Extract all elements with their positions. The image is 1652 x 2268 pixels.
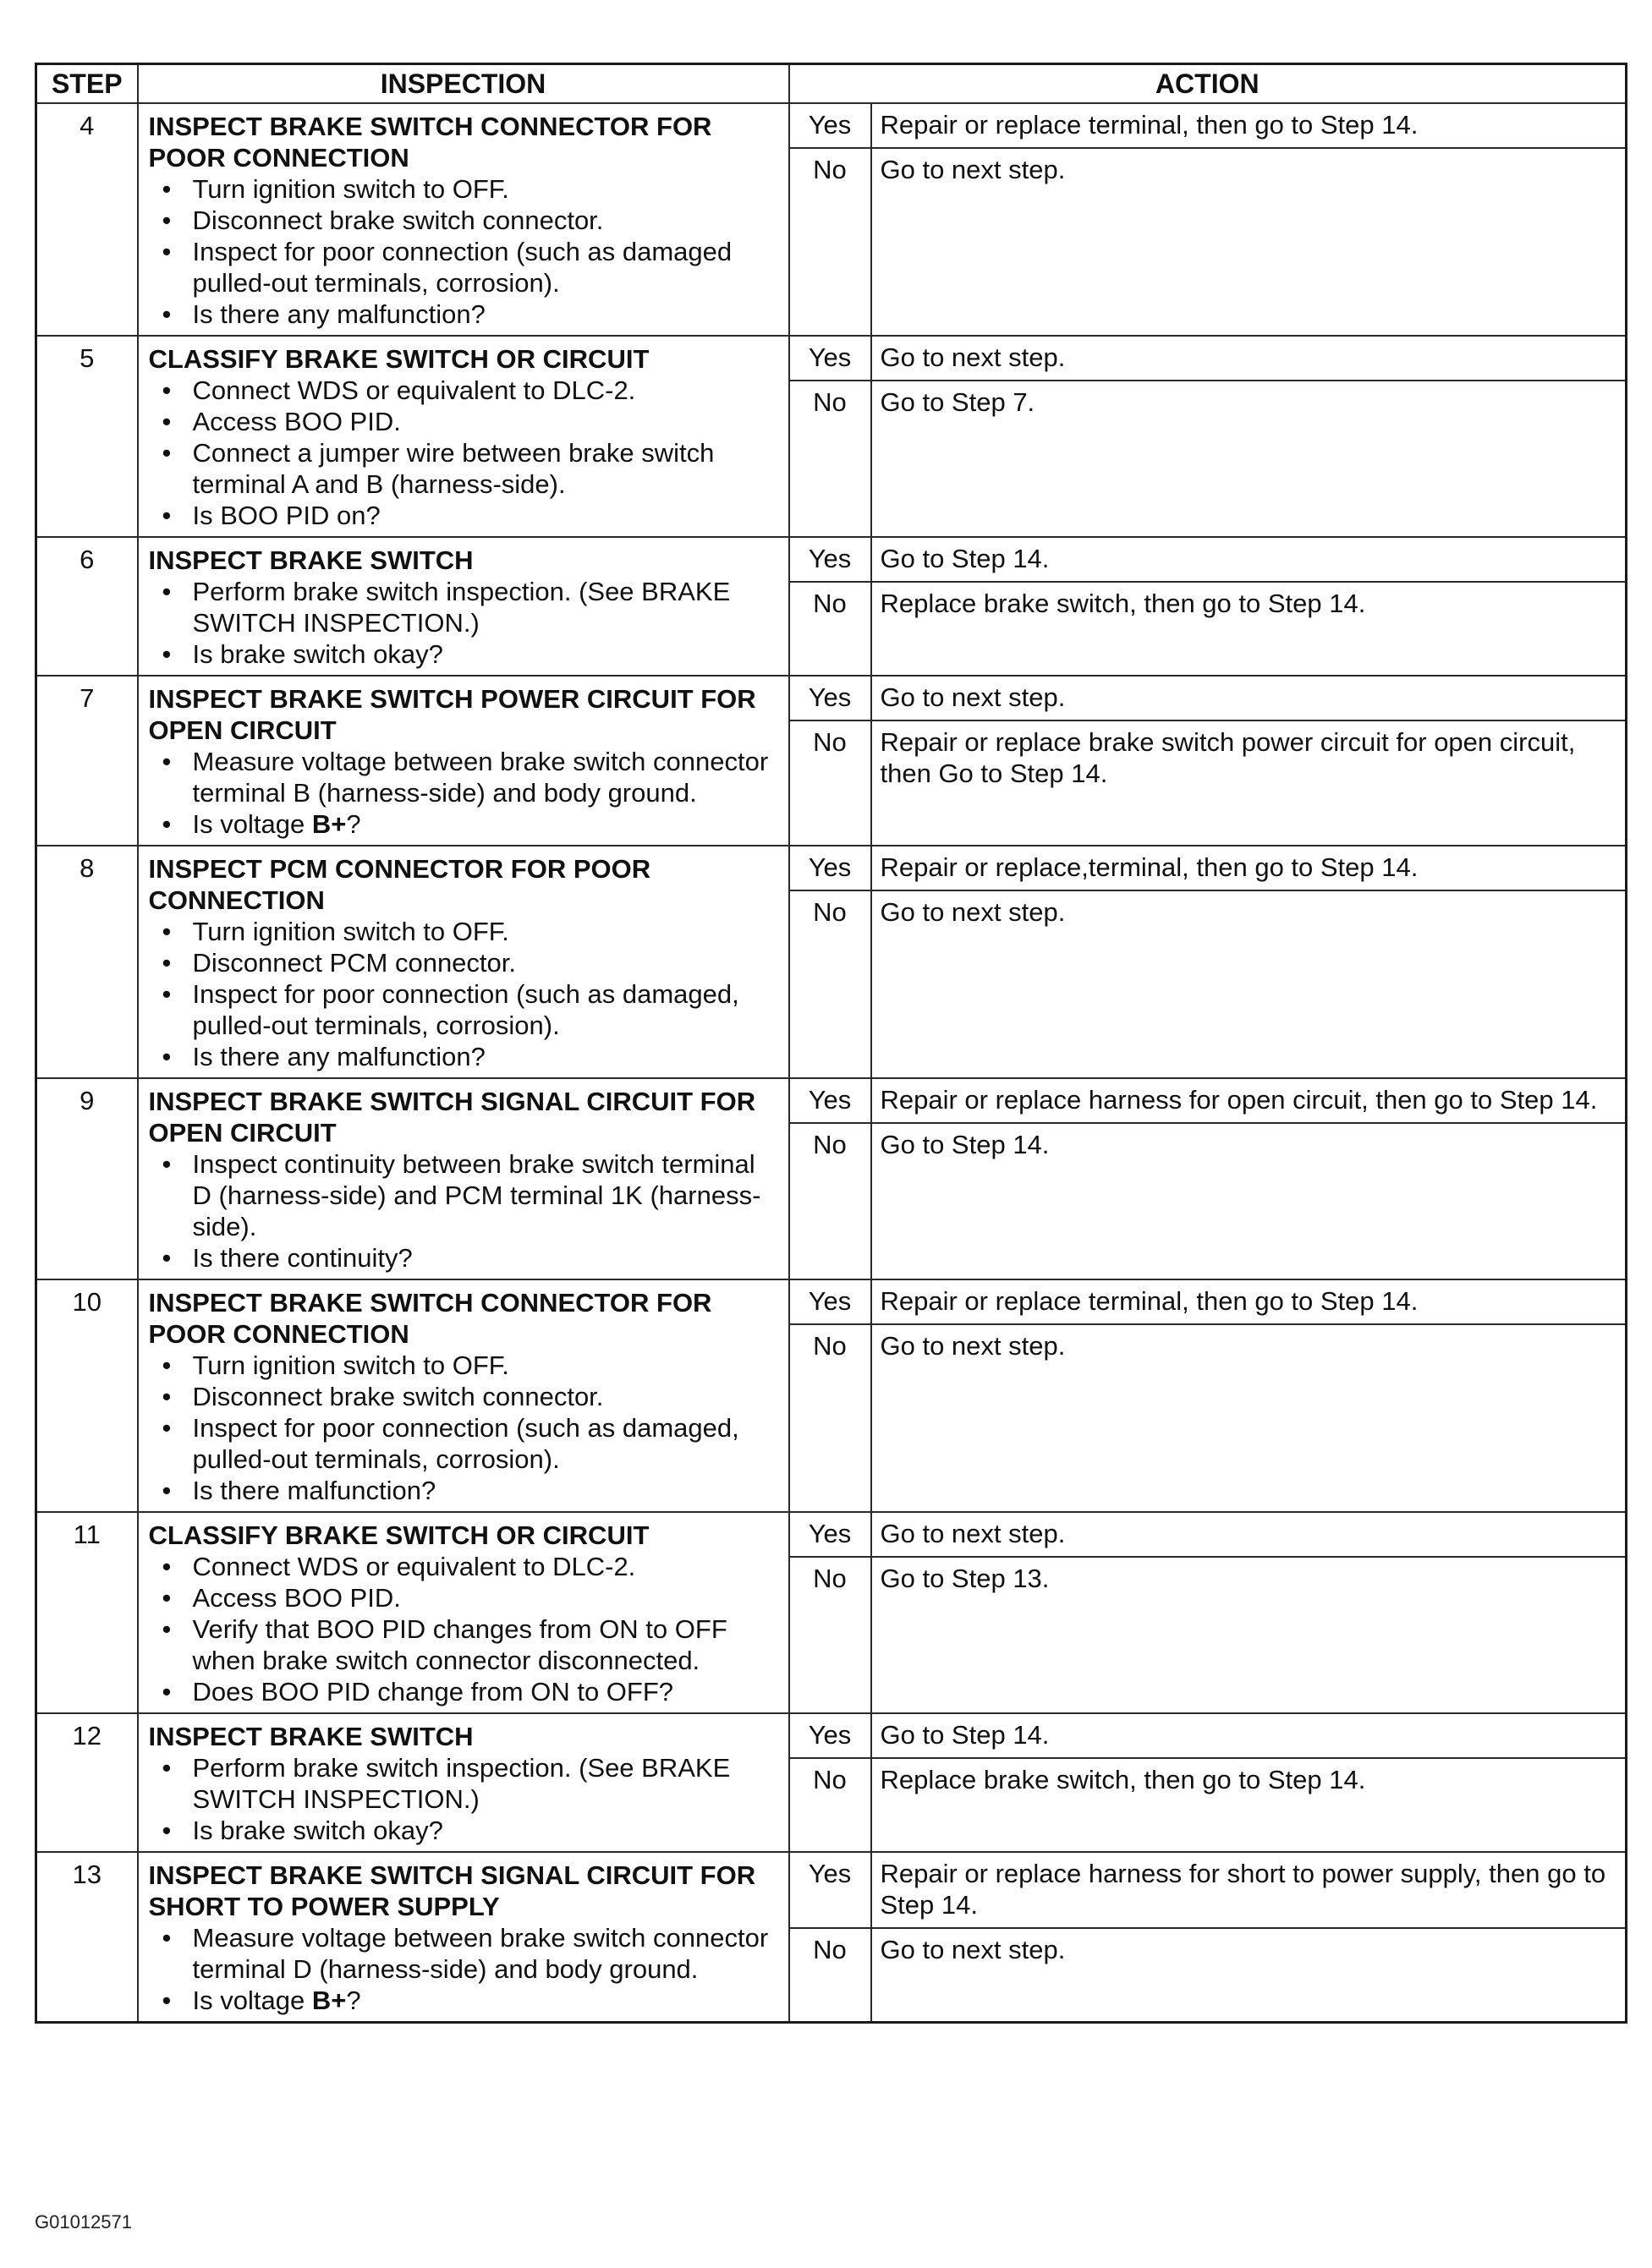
no-label: No [813,1331,847,1361]
inspection-bullet: • Connect a jumper wire between brake switch terminal A and B (harness-side). [149,437,780,500]
inspection-title: INSPECT BRAKE SWITCH [148,545,474,575]
inspection-title: INSPECT BRAKE SWITCH SIGNAL CIRCUIT FOR OPEN CIRCUIT [148,1087,756,1148]
inspection-cell [138,846,789,1078]
voltage-value: B+ [311,809,347,839]
no-label: No [813,1935,847,1964]
no-label: No [813,727,847,757]
step-number: 4 [36,103,138,336]
no-action: Go to next step. [880,155,1066,184]
inspection-title: INSPECT BRAKE SWITCH POWER CIRCUIT FOR OPEN CIRCUIT [148,684,756,745]
yes-label: Yes [790,846,870,891]
yes-label: Yes [790,1280,870,1325]
inspection-cell [138,1512,789,1713]
yes-action: Go to Step 14. [872,538,1626,583]
inspection-bullet: • Disconnect PCM connector. [149,947,780,978]
page [35,63,1625,2024]
inspection-bullet-list [149,916,780,1072]
inspection-bullet-list [149,1350,780,1506]
inspection-cell [138,103,789,336]
inspection-bullet-list [149,1752,780,1846]
yes-label: Yes [790,1513,870,1558]
no-action: Go to next step. [880,1935,1066,1964]
inspection-bullet: • Is voltage B+? [149,808,780,840]
yes-action: Repair or replace terminal, then go to Step 14. [872,1280,1626,1325]
inspection-bullet: • Connect WDS or equivalent to DLC-2. [149,1551,780,1582]
action-cell [871,846,1627,1078]
yes-action: Repair or replace,terminal, then go to Step 14. [872,846,1626,891]
action-cell [871,1713,1627,1852]
inspection-bullet: • Is BOO PID on? [149,500,780,531]
yes-no-cell [789,1512,871,1713]
no-label: No [813,1765,847,1794]
yes-action: Go to next step. [872,677,1626,721]
inspection-bullet: • Is there continuity? [149,1242,780,1274]
inspection-bullet: • Is there any malfunction? [149,1041,780,1072]
yes-no-cell [789,1852,871,2023]
action-cell [871,537,1627,676]
no-action: Replace brake switch, then go to Step 14. [880,589,1366,618]
inspection-bullet: • Turn ignition switch to OFF. [149,173,780,205]
inspection-title: CLASSIFY BRAKE SWITCH OR CIRCUIT [148,344,650,374]
yes-label: Yes [790,1079,870,1124]
inspection-bullet: • Connect WDS or equivalent to DLC-2. [149,375,780,406]
inspection-title: INSPECT PCM CONNECTOR FOR POOR CONNECTION [148,854,651,915]
inspection-title: INSPECT BRAKE SWITCH CONNECTOR FOR POOR CONNECTION [148,1288,712,1349]
table-header-row [36,64,1627,104]
inspection-cell [138,1078,789,1279]
inspection-bullet-list [149,1551,780,1707]
no-action: Go to Step 14. [880,1130,1050,1159]
action-cell [871,103,1627,336]
step-number: 12 [36,1713,138,1852]
step-number: 8 [36,846,138,1078]
yes-no-cell [789,1713,871,1852]
no-label: No [813,1130,847,1159]
inspection-cell [138,537,789,676]
yes-action: Go to next step. [872,1513,1626,1558]
yes-no-cell [789,846,871,1078]
inspection-cell [138,336,789,537]
inspection-bullet: • Disconnect brake switch connector. [149,205,780,236]
yes-action: Repair or replace harness for short to power supply, then go to Step 14. [872,1853,1626,1929]
table-row [36,1512,1627,1713]
step-number: 13 [36,1852,138,2023]
inspection-bullet: • Turn ignition switch to OFF. [149,916,780,947]
step-number: 11 [36,1512,138,1713]
inspection-bullet-list [149,1922,780,2016]
step-number: 10 [36,1279,138,1512]
inspection-bullet: • Access BOO PID. [149,1582,780,1613]
step-number: 5 [36,336,138,537]
inspection-cell [138,676,789,846]
no-action: Go to Step 7. [880,387,1035,417]
inspection-cell [138,1279,789,1512]
diagnostic-table [35,63,1627,2024]
inspection-title: INSPECT BRAKE SWITCH [148,1722,474,1751]
yes-no-cell [789,537,871,676]
inspection-bullet: • Disconnect brake switch connector. [149,1381,780,1412]
table-row [36,1852,1627,2023]
yes-label: Yes [790,1853,870,1929]
table-row [36,1279,1627,1512]
inspection-bullet-list [149,576,780,670]
no-action: Replace brake switch, then go to Step 14. [880,1765,1366,1794]
table-row [36,846,1627,1078]
yes-label: Yes [790,337,870,381]
inspection-bullet: • Turn ignition switch to OFF. [149,1350,780,1381]
inspection-cell [138,1713,789,1852]
inspection-bullet-list [149,746,780,840]
inspection-bullet: • Does BOO PID change from ON to OFF? [149,1676,780,1707]
action-cell [871,1279,1627,1512]
table-body [36,103,1627,2023]
yes-label: Yes [790,538,870,583]
inspection-bullet: • Is voltage B+? [149,1985,780,2016]
inspection-title: INSPECT BRAKE SWITCH SIGNAL CIRCUIT FOR SHORT TO POWER SUPPLY [148,1860,756,1921]
inspection-bullet: • Perform brake switch inspection. (See BRAKE SWITCH INSPECTION.) [149,576,780,638]
table-row [36,336,1627,537]
step-number: 6 [36,537,138,676]
no-action: Go to next step. [880,1331,1066,1361]
step-number: 7 [36,676,138,846]
inspection-bullet-list [149,1148,780,1274]
yes-no-cell [789,1078,871,1279]
header-inspection: INSPECTION [138,64,789,104]
yes-no-cell [789,676,871,846]
inspection-bullet: • Measure voltage between brake switch connector terminal B (harness-side) and body ground. [149,746,780,808]
yes-action: Repair or replace terminal, then go to Step 14. [872,104,1626,149]
voltage-value: B+ [311,1986,347,2015]
yes-no-cell [789,103,871,336]
inspection-bullet: • Is there malfunction? [149,1475,780,1506]
yes-action: Go to next step. [872,337,1626,381]
no-label: No [813,155,847,184]
action-cell [871,676,1627,846]
inspection-bullet: • Verify that BOO PID changes from ON to OFF when brake switch connector disconnected. [149,1613,780,1676]
yes-action: Go to Step 14. [872,1714,1626,1759]
action-cell [871,1078,1627,1279]
no-label: No [813,589,847,618]
inspection-bullet: • Is there any malfunction? [149,299,780,330]
figure-id: G01012571 [35,2211,132,2232]
yes-action: Repair or replace harness for open circuit, then go to Step 14. [872,1079,1626,1124]
inspection-bullet: • Inspect for poor connection (such as damaged pulled-out terminals, corrosion). [149,236,780,299]
action-cell [871,1512,1627,1713]
table-row [36,1078,1627,1279]
inspection-bullet: • Inspect continuity between brake switch terminal D (harness-side) and PCM terminal 1K (harness-side). [149,1148,780,1242]
inspection-bullet: • Measure voltage between brake switch connector terminal D (harness-side) and body ground. [149,1922,780,1985]
no-label: No [813,387,847,417]
inspection-bullet: • Is brake switch okay? [149,1815,780,1846]
table-row [36,103,1627,336]
inspection-bullet: • Is brake switch okay? [149,638,780,670]
no-action: Go to next step. [880,897,1066,927]
no-label: No [813,1564,847,1593]
inspection-cell [138,1852,789,2023]
header-action: ACTION [789,64,1627,104]
no-action: Go to Step 13. [880,1564,1050,1593]
inspection-bullet: • Inspect for poor connection (such as damaged, pulled-out terminals, corrosion). [149,978,780,1041]
yes-label: Yes [790,677,870,721]
yes-label: Yes [790,1714,870,1759]
yes-no-cell [789,336,871,537]
step-number: 9 [36,1078,138,1279]
inspection-bullet-list [149,375,780,531]
inspection-title: CLASSIFY BRAKE SWITCH OR CIRCUIT [148,1520,650,1550]
inspection-bullet: • Inspect for poor connection (such as damaged, pulled-out terminals, corrosion). [149,1412,780,1475]
table-row [36,537,1627,676]
table-row [36,676,1627,846]
action-cell [871,336,1627,537]
no-action: Repair or replace brake switch power circuit for open circuit, then Go to Step 14. [880,727,1576,788]
inspection-bullet: • Perform brake switch inspection. (See BRAKE SWITCH INSPECTION.) [149,1752,780,1815]
yes-label: Yes [790,104,870,149]
inspection-title: INSPECT BRAKE SWITCH CONNECTOR FOR POOR CONNECTION [148,112,712,173]
no-label: No [813,897,847,927]
yes-no-cell [789,1279,871,1512]
action-cell [871,1852,1627,2023]
inspection-bullet-list [149,173,780,330]
table-row [36,1713,1627,1852]
header-step: STEP [36,64,138,104]
inspection-bullet: • Access BOO PID. [149,406,780,437]
